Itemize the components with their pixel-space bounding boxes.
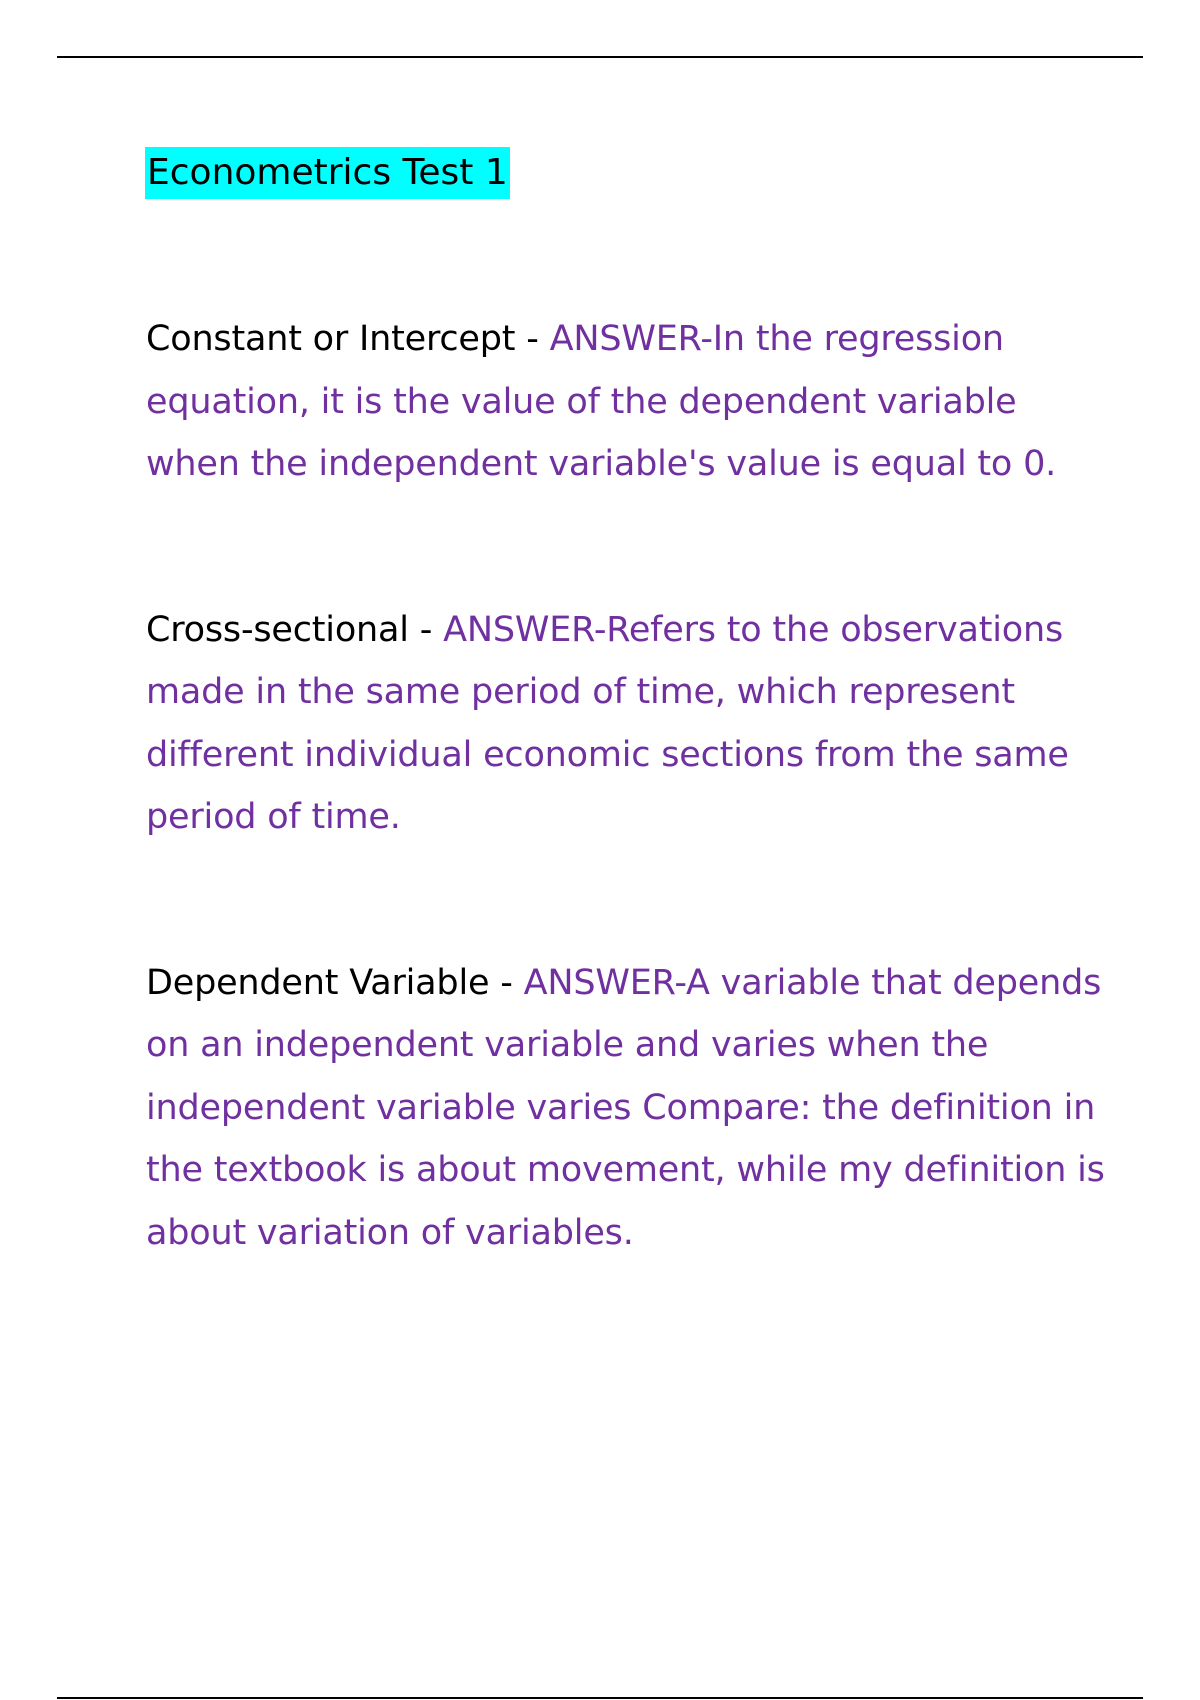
entry-separator: - [489, 962, 524, 1003]
document-title: Econometrics Test 1 [145, 147, 510, 199]
entry-answer: ANSWER-In the regression equation, it is the value of the dependent variable when the independent variable's value is equal to 0. [146, 319, 1057, 484]
title-block [145, 147, 510, 199]
entry-separator: - [515, 319, 550, 359]
qa-entry [146, 599, 1106, 849]
entry-answer: ANSWER-Refers to the observations made in the same period of time, which represent different individual economic sections from the same period of time. [146, 609, 1069, 837]
entry-term: Constant or Intercept [146, 319, 516, 359]
entry-answer: ANSWER-A variable that depends on an independent variable and varies when the independent variable varies Compare: the definition in the textbook is about movement, while my definition is about variation of variables. [146, 962, 1105, 1253]
top-rule [57, 56, 1143, 58]
entry-separator: - [408, 609, 444, 650]
entry-term: Cross-sectional [146, 609, 409, 650]
qa-entry [146, 952, 1106, 1265]
qa-entry [146, 308, 1106, 496]
bottom-rule [57, 1697, 1143, 1699]
qa-list [146, 308, 1106, 1264]
entry-term: Dependent Variable [146, 962, 490, 1003]
